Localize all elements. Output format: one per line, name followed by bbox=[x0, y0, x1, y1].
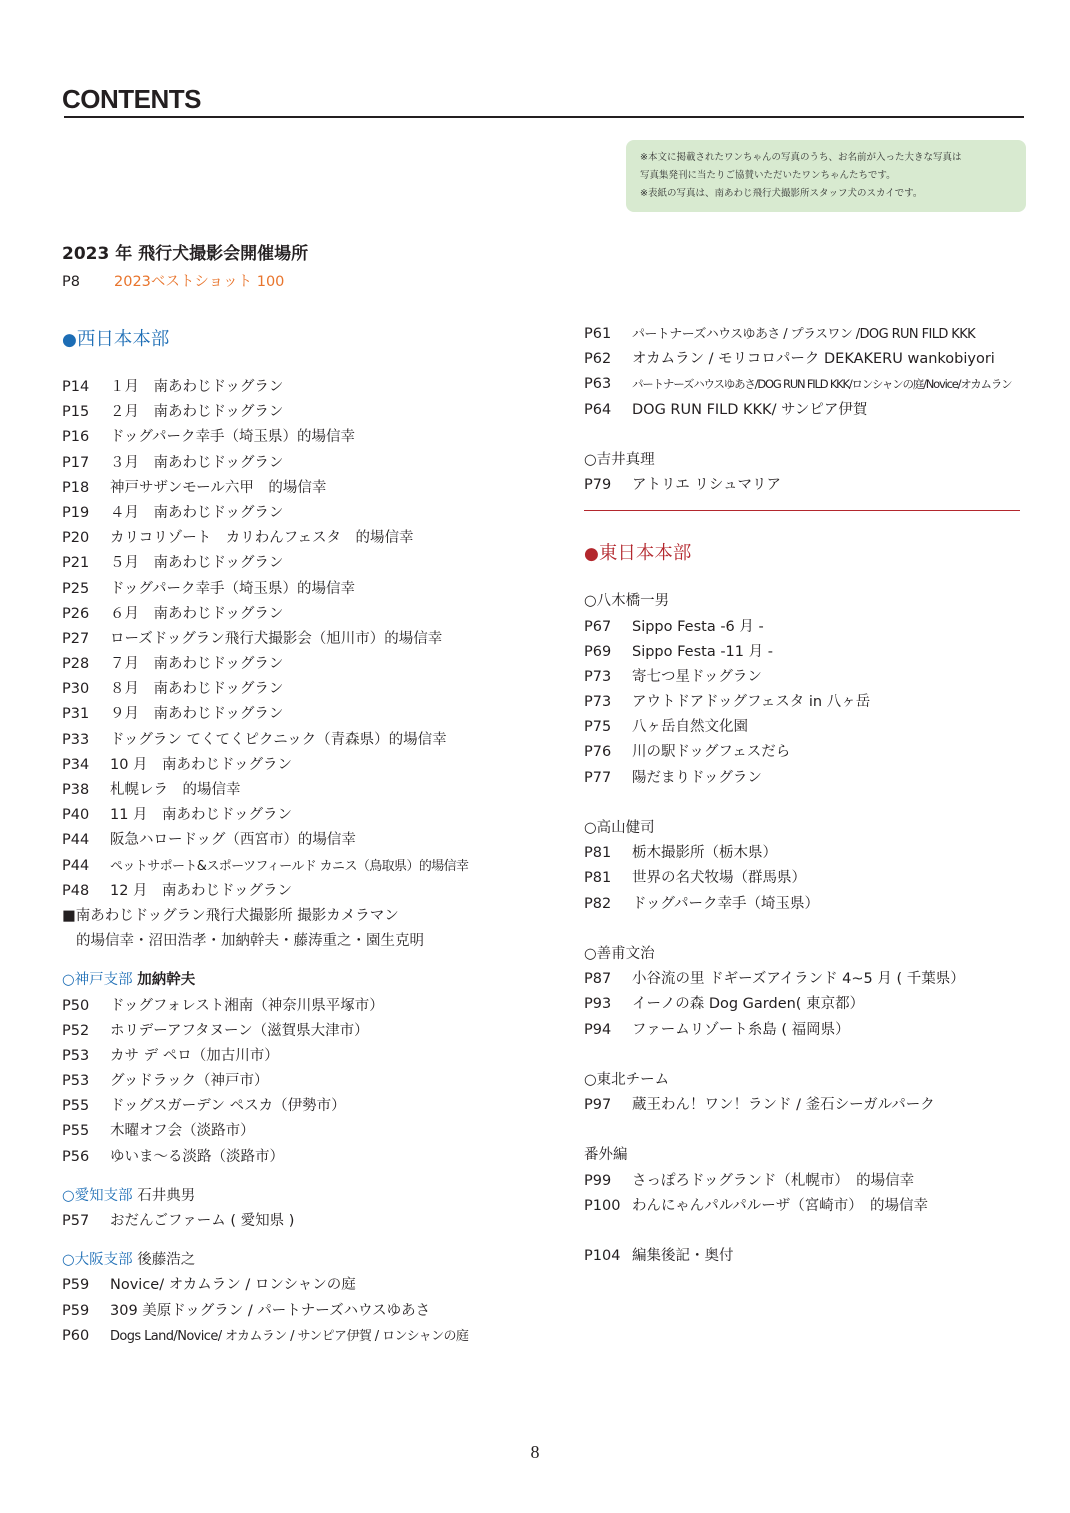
yagi-heading: ○八木橋一男 bbox=[584, 593, 670, 610]
entry-title: 小谷流の里 ドギーズアイランド 4~5 月 ( 千葉県） bbox=[632, 971, 965, 988]
entry-title: パートナーズハウスゆあさ / プラスワン /DOG RUN FILD KKK bbox=[632, 327, 976, 342]
best-shot-entry bbox=[62, 270, 284, 291]
entry-title: おだんごファーム ( 愛知県 ) bbox=[110, 1213, 295, 1229]
zenpo-list bbox=[584, 967, 1024, 1043]
osaka-list-continued bbox=[584, 322, 1024, 423]
entry-title: 309 美原ドッグラン / パートナーズハウスゆあさ bbox=[110, 1302, 431, 1319]
toc-entry bbox=[62, 551, 562, 576]
entry-title: ホリデーアフタヌーン（滋賀県大津市） bbox=[110, 1022, 369, 1039]
toc-entry bbox=[62, 602, 562, 627]
page-ref: P63 bbox=[584, 376, 612, 393]
notice-line: ※本文に掲載されたワンちゃんの写真のうち、お名前が入った大きな写真は bbox=[640, 152, 962, 163]
toc-entry bbox=[62, 1209, 562, 1234]
page-ref: P15 bbox=[62, 404, 90, 421]
osaka-branch: ○大阪支部 bbox=[62, 1252, 133, 1269]
page-ref: P55 bbox=[62, 1098, 90, 1115]
kobe-branch: ○神戸支部 bbox=[62, 972, 133, 989]
entry-title: DOG RUN FILD KKK/ サンピア伊賀 bbox=[632, 401, 868, 418]
page-ref: P38 bbox=[62, 782, 90, 798]
toc-entry bbox=[584, 1018, 1024, 1043]
entry-title: 阪急ハロードッグ（西宮市）的場信幸 bbox=[110, 832, 356, 849]
toc-entry bbox=[584, 967, 1024, 992]
entry-title: アトリエ リシュマリア bbox=[632, 477, 782, 494]
photographers-title: ■南あわじドッグラン飛行犬撮影所 撮影カメラマン bbox=[62, 907, 399, 924]
kobe-list bbox=[62, 994, 562, 1170]
west-heading-label: 西日本本部 bbox=[76, 329, 170, 350]
entry-title: Sippo Festa -11 月 - bbox=[632, 643, 773, 660]
entry-title: ７月 南あわじドッグラン bbox=[110, 656, 284, 673]
page-ref: P57 bbox=[62, 1213, 90, 1229]
page-ref: P73 bbox=[584, 694, 612, 711]
page-ref: P64 bbox=[584, 401, 612, 418]
page-title: CONTENTS bbox=[62, 84, 201, 114]
page-ref: P76 bbox=[584, 744, 612, 761]
takayama-heading: ○高山健司 bbox=[584, 820, 655, 836]
section-divider bbox=[584, 510, 1020, 511]
notice-line: 写真集発刊に当たりご協賛いただいたワンちゃんたちです。 bbox=[640, 170, 896, 181]
toc-entry bbox=[584, 690, 1024, 715]
entry-title: カサ デ ペロ（加古川市） bbox=[110, 1047, 279, 1064]
entry-title: パートナーズハウスゆあさ/DOG RUN FILD KKK/ロンシャンの庭/Novice/オカムラン bbox=[632, 377, 1012, 392]
venues-title: 2023 年 飛行犬撮影会開催場所 bbox=[62, 244, 309, 264]
toc-entry bbox=[584, 1093, 1024, 1118]
page-ref: P62 bbox=[584, 351, 612, 368]
notice-line: ※表紙の写真は、南あわじ飛行犬撮影所スタッフ犬のスカイです。 bbox=[640, 188, 923, 199]
toc-entry bbox=[62, 451, 562, 476]
toc-entry bbox=[62, 1299, 562, 1324]
yoshii-heading: ○吉井真理 bbox=[584, 451, 655, 468]
page-ref: P75 bbox=[584, 719, 612, 736]
entry-title: ドッグフォレスト湘南（神奈川県平塚市） bbox=[110, 997, 384, 1014]
toc-entry bbox=[62, 1044, 562, 1069]
page-ref: P31 bbox=[62, 706, 90, 723]
page-ref: P50 bbox=[62, 997, 90, 1014]
page-ref: P48 bbox=[62, 882, 90, 899]
page-ref: P67 bbox=[584, 618, 612, 635]
entry-title: ドッグパーク幸手（埼玉県） bbox=[632, 895, 820, 912]
page-ref: P87 bbox=[584, 971, 612, 988]
page-ref: P28 bbox=[62, 656, 90, 673]
toc-entry bbox=[584, 398, 1024, 423]
page-ref: P21 bbox=[62, 555, 90, 572]
toc-entry bbox=[584, 615, 1024, 640]
tohoku-list bbox=[584, 1093, 1024, 1118]
toc-entry bbox=[62, 677, 562, 702]
page-ref: P77 bbox=[584, 769, 612, 786]
toc-entry bbox=[62, 425, 562, 450]
entry-title: 寄七つ星ドッグラン bbox=[632, 668, 762, 685]
aichi-branch: ○愛知支部 bbox=[62, 1187, 133, 1204]
page-ref: P60 bbox=[62, 1327, 90, 1344]
entry-title: 札幌レラ 的場信幸 bbox=[110, 782, 241, 798]
entry-title: ペットサポート&スポーツフィールド カニス（鳥取県）的場信幸 bbox=[110, 858, 469, 874]
takayama-list bbox=[584, 841, 1024, 917]
entry-title: ゆいま〜る淡路（淡路市） bbox=[110, 1148, 284, 1165]
page-ref: P30 bbox=[62, 681, 90, 698]
aichi-heading bbox=[62, 1184, 562, 1209]
page-ref: P16 bbox=[62, 429, 90, 446]
page-ref: P40 bbox=[62, 807, 90, 824]
page-ref: P97 bbox=[584, 1097, 612, 1114]
page-ref: P73 bbox=[584, 668, 612, 685]
entry-title: ５月 南あわじドッグラン bbox=[110, 555, 284, 572]
entry-title: グッドラック（神戸市） bbox=[110, 1073, 269, 1090]
toc-entry bbox=[62, 1324, 562, 1349]
yagi-list bbox=[584, 615, 1024, 791]
page-number: 8 bbox=[530, 1442, 540, 1462]
entry-title: 11 月 南あわじドッグラン bbox=[110, 807, 292, 824]
toc-entry bbox=[584, 841, 1024, 866]
page-ref: P27 bbox=[62, 630, 90, 647]
page-ref: P20 bbox=[62, 530, 90, 547]
toc-entry bbox=[62, 728, 562, 753]
entry-title: 蔵王わん！ワン！ランド / 釜石シーガルパーク bbox=[632, 1097, 935, 1114]
aichi-list bbox=[62, 1209, 562, 1234]
afterword-entry bbox=[584, 1244, 1024, 1269]
toc-entry bbox=[62, 854, 562, 879]
osaka-heading bbox=[62, 1248, 562, 1273]
toc-entry bbox=[584, 640, 1024, 665]
page-ref: P81 bbox=[584, 845, 612, 862]
toc-entry bbox=[584, 665, 1024, 690]
page-ref: P69 bbox=[584, 643, 612, 660]
page-ref: P34 bbox=[62, 756, 90, 773]
toc-entry bbox=[62, 652, 562, 677]
entry-title: さっぽろドッグランド（札幌市） 的場信幸 bbox=[632, 1172, 915, 1189]
entry-title: 10 月 南あわじドッグラン bbox=[110, 756, 292, 773]
toc-entry bbox=[584, 715, 1024, 740]
toc-entry bbox=[62, 1094, 562, 1119]
toc-entry bbox=[584, 372, 1024, 397]
osaka-leader: 後藤浩之 bbox=[137, 1252, 196, 1269]
toc-entry bbox=[62, 627, 562, 652]
page-ref: P18 bbox=[62, 479, 90, 496]
page-ref: P44 bbox=[62, 857, 90, 874]
toc-entry bbox=[62, 400, 562, 425]
entry-title: 栃木撮影所（栃木県） bbox=[632, 845, 777, 862]
yoshii-list bbox=[584, 473, 1024, 498]
toc-entry bbox=[584, 866, 1024, 891]
page-ref: P53 bbox=[62, 1073, 90, 1090]
page-ref: P81 bbox=[584, 870, 612, 887]
toc-entry bbox=[62, 501, 562, 526]
entry-title: イーノの森 Dog Garden( 東京都） bbox=[632, 996, 865, 1013]
page-ref: P52 bbox=[62, 1022, 90, 1039]
entry-title: ファームリゾート糸島 ( 福岡県） bbox=[632, 1021, 850, 1038]
toc-entry bbox=[62, 702, 562, 727]
page-ref: P59 bbox=[62, 1277, 90, 1294]
toc-entry bbox=[584, 766, 1024, 791]
entry-title: Sippo Festa -6 月 - bbox=[632, 618, 764, 635]
page-ref: P61 bbox=[584, 326, 612, 342]
page-ref: P44 bbox=[62, 832, 90, 849]
entry-title: 八ヶ岳自然文化園 bbox=[632, 719, 748, 736]
entry-title: カリコリゾート カリわんフェスタ 的場信幸 bbox=[110, 530, 414, 547]
left-column bbox=[62, 322, 562, 1349]
entry-title: 神戸サザンモール六甲 的場信幸 bbox=[110, 479, 327, 496]
right-column bbox=[584, 322, 1024, 1269]
toc-entry bbox=[584, 892, 1024, 917]
toc-entry bbox=[584, 1194, 1024, 1219]
toc-entry bbox=[584, 473, 1024, 498]
entry-title: １月 南あわじドッグラン bbox=[110, 379, 284, 395]
page-ref: P59 bbox=[62, 1302, 90, 1319]
page-ref: P19 bbox=[62, 504, 90, 521]
toc-entry bbox=[62, 803, 562, 828]
west-heading bbox=[62, 322, 562, 358]
entry-title: 川の駅ドッグフェスだら bbox=[632, 744, 791, 761]
toc-entry bbox=[62, 994, 562, 1019]
entry-title: わんにゃんパルパルーザ（宮崎市） 的場信幸 bbox=[632, 1197, 928, 1214]
toc-entry bbox=[62, 1019, 562, 1044]
toc-entry bbox=[584, 740, 1024, 765]
toc-entry bbox=[62, 1119, 562, 1144]
notice-box bbox=[626, 140, 1026, 212]
kobe-leader: 加納幹夫 bbox=[137, 972, 196, 989]
toc-entry bbox=[62, 1273, 562, 1298]
zenpo-heading: ○善甫文治 bbox=[584, 945, 655, 962]
page-ref: P53 bbox=[62, 1047, 90, 1064]
entry-title: ６月 南あわじドッグラン bbox=[110, 605, 284, 622]
west-list bbox=[62, 375, 562, 904]
extra-heading: 番外編 bbox=[584, 1147, 628, 1164]
toc-entry bbox=[62, 375, 562, 400]
entry-title: Dogs Land/Novice/ オカムラン / サンピア伊賀 / ロンシャンの庭 bbox=[110, 1328, 469, 1344]
kobe-heading bbox=[62, 968, 562, 993]
entry-title: Novice/ オカムラン / ロンシャンの庭 bbox=[110, 1277, 356, 1294]
page-ref: P82 bbox=[584, 895, 612, 912]
toc-entry bbox=[584, 992, 1024, 1017]
page-ref: P55 bbox=[62, 1123, 90, 1140]
tohoku-heading: ○東北チーム bbox=[584, 1071, 670, 1088]
entry-title: 木曜オフ会（淡路市） bbox=[110, 1123, 255, 1140]
toc-entry bbox=[584, 1169, 1024, 1194]
extra-list bbox=[584, 1169, 1024, 1219]
entry-title: ４月 南あわじドッグラン bbox=[110, 504, 284, 521]
page-ref: P79 bbox=[584, 477, 612, 494]
photographers-names: 的場信幸・沼田浩孝・加納幹夫・藤涛重之・園生克明 bbox=[76, 933, 424, 950]
page-ref: P100 bbox=[584, 1197, 621, 1214]
entry-title: 編集後記・奥付 bbox=[632, 1248, 734, 1265]
entry-title: 12 月 南あわじドッグラン bbox=[110, 882, 292, 899]
toc-entry bbox=[62, 753, 562, 778]
entry-title: オカムラン / モリコロパーク DEKAKERU wankobiyori bbox=[632, 351, 995, 368]
page-ref: P14 bbox=[62, 379, 90, 395]
best-shot-title: 2023ベストショット 100 bbox=[114, 274, 285, 290]
entry-title: ドッグラン てくてくピクニック（青森県）的場信幸 bbox=[110, 731, 447, 748]
toc-entry bbox=[62, 879, 562, 904]
toc-entry bbox=[62, 778, 562, 803]
page-ref: P33 bbox=[62, 731, 90, 748]
filled-circle-icon: ● bbox=[62, 330, 77, 350]
entry-title: ローズドッグラン飛行犬撮影会（旭川市）的場信幸 bbox=[110, 630, 443, 647]
toc-entry bbox=[584, 322, 1024, 347]
page-ref: P99 bbox=[584, 1172, 612, 1189]
entry-title: ２月 南あわじドッグラン bbox=[110, 404, 284, 421]
east-heading-label: 東日本本部 bbox=[598, 543, 692, 565]
page-ref: P26 bbox=[62, 605, 90, 622]
page-ref: P25 bbox=[62, 580, 90, 597]
entry-title: 陽だまりドッグラン bbox=[632, 769, 762, 786]
toc-entry bbox=[62, 577, 562, 602]
page-ref: P93 bbox=[584, 996, 612, 1013]
page-ref: P56 bbox=[62, 1148, 90, 1165]
toc-entry bbox=[62, 476, 562, 501]
page-ref: P104 bbox=[584, 1248, 621, 1265]
entry-title: ８月 南あわじドッグラン bbox=[110, 681, 284, 698]
entry-title: ドッグパーク幸手（埼玉県）的場信幸 bbox=[110, 429, 356, 446]
page-ref: P94 bbox=[584, 1021, 612, 1038]
toc-entry bbox=[584, 347, 1024, 372]
toc-entry bbox=[62, 1145, 562, 1170]
toc-entry bbox=[62, 828, 562, 853]
entry-title: 世界の名犬牧場（群馬県） bbox=[632, 870, 806, 887]
entry-title: ３月 南あわじドッグラン bbox=[110, 454, 284, 471]
entry-title: アウトドアドッグフェスタ in 八ヶ岳 bbox=[632, 694, 871, 711]
east-heading bbox=[584, 536, 1024, 572]
best-shot-page: P8 bbox=[62, 274, 80, 290]
osaka-list bbox=[62, 1273, 562, 1349]
aichi-leader: 石井典男 bbox=[137, 1187, 196, 1204]
entry-title: ９月 南あわじドッグラン bbox=[110, 706, 284, 723]
toc-entry bbox=[62, 526, 562, 551]
filled-circle-icon: ● bbox=[584, 544, 599, 565]
entry-title: ドッグスガーデン ペスカ（伊勢市） bbox=[110, 1098, 346, 1115]
page-ref: P17 bbox=[62, 454, 90, 471]
title-rule bbox=[64, 116, 1024, 118]
toc-entry bbox=[62, 1069, 562, 1094]
entry-title: ドッグパーク幸手（埼玉県）的場信幸 bbox=[110, 580, 356, 597]
